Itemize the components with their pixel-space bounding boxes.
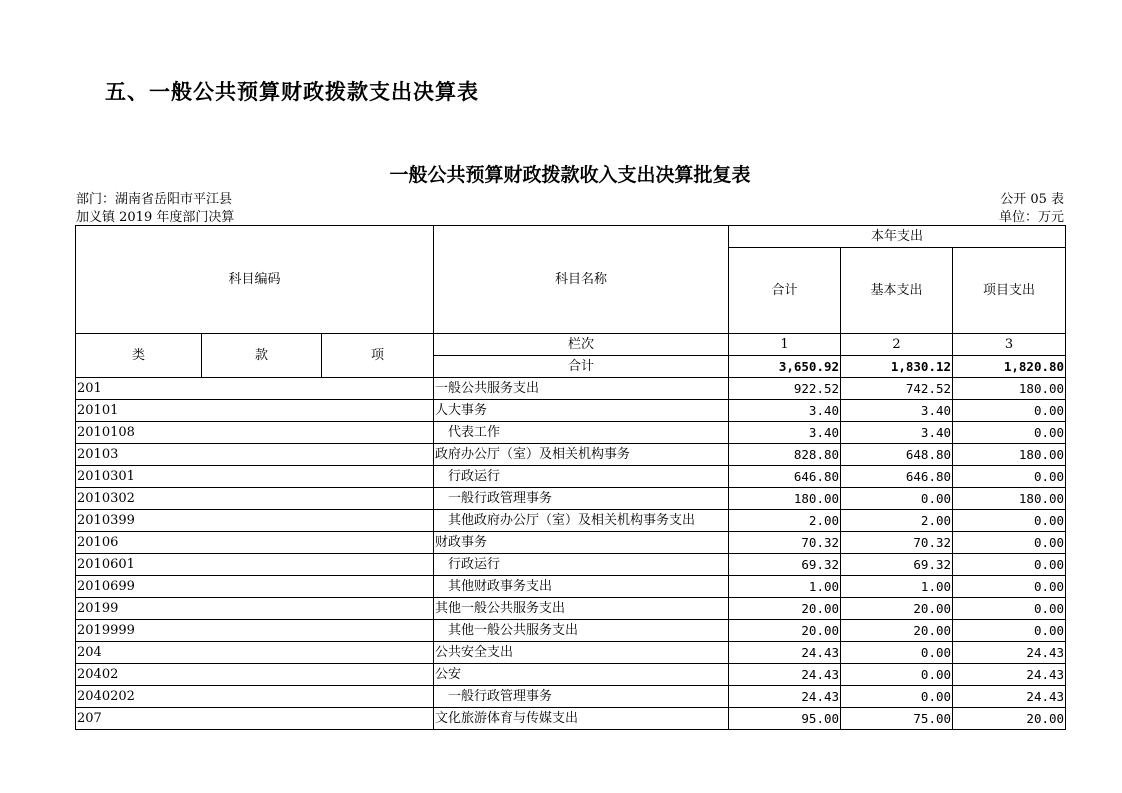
row-project: 0.00	[953, 510, 1066, 532]
row-total: 922.52	[729, 378, 841, 400]
row-basic: 1.00	[841, 576, 953, 598]
row-code: 201	[76, 378, 434, 400]
sum-basic: 1,830.12	[841, 356, 953, 378]
header-project: 项目支出	[953, 248, 1066, 334]
row-project: 24.43	[953, 642, 1066, 664]
table-row	[76, 576, 1066, 598]
row-project: 20.00	[953, 708, 1066, 730]
row-code: 2010399	[76, 510, 434, 532]
expenditure-table	[75, 225, 1066, 730]
header-xiang: 项	[322, 334, 434, 378]
row-total: 24.43	[729, 664, 841, 686]
department-label: 部门：湖南省岳阳市平江县	[76, 192, 233, 207]
column-number-2: 2	[841, 334, 953, 356]
row-basic: 0.00	[841, 642, 953, 664]
row-code: 20101	[76, 400, 434, 422]
header-code: 科目编码	[76, 226, 434, 334]
row-name: 一般行政管理事务	[434, 488, 729, 510]
row-basic: 742.52	[841, 378, 953, 400]
row-name: 一般公共服务支出	[434, 378, 729, 400]
row-code: 2010301	[76, 466, 434, 488]
row-basic: 75.00	[841, 708, 953, 730]
row-basic: 0.00	[841, 488, 953, 510]
table-row	[76, 510, 1066, 532]
table-row	[76, 532, 1066, 554]
row-name: 其他财政事务支出	[434, 576, 729, 598]
row-basic: 0.00	[841, 686, 953, 708]
column-number-3: 3	[953, 334, 1066, 356]
row-name: 政府办公厅（室）及相关机构事务	[434, 444, 729, 466]
unit-label: 单位：万元	[998, 210, 1064, 225]
row-project: 0.00	[953, 400, 1066, 422]
header-name: 科目名称	[434, 226, 729, 334]
row-project: 0.00	[953, 554, 1066, 576]
row-name: 文化旅游体育与传媒支出	[434, 708, 729, 730]
row-code: 2010108	[76, 422, 434, 444]
table-row	[76, 554, 1066, 576]
table-row	[76, 686, 1066, 708]
row-code: 20106	[76, 532, 434, 554]
row-total: 828.80	[729, 444, 841, 466]
row-name: 其他一般公共服务支出	[434, 598, 729, 620]
row-code: 2019999	[76, 620, 434, 642]
row-code: 2010601	[76, 554, 434, 576]
table-row	[76, 488, 1066, 510]
row-basic: 20.00	[841, 620, 953, 642]
row-project: 0.00	[953, 466, 1066, 488]
table-row	[76, 664, 1066, 686]
row-basic: 0.00	[841, 664, 953, 686]
row-name: 公安	[434, 664, 729, 686]
row-name: 财政事务	[434, 532, 729, 554]
row-name: 一般行政管理事务	[434, 686, 729, 708]
row-project: 0.00	[953, 576, 1066, 598]
row-code: 2040202	[76, 686, 434, 708]
row-name: 行政运行	[434, 554, 729, 576]
row-project: 180.00	[953, 378, 1066, 400]
row-name: 公共安全支出	[434, 642, 729, 664]
row-project: 0.00	[953, 532, 1066, 554]
row-total: 69.32	[729, 554, 841, 576]
row-total: 3.40	[729, 400, 841, 422]
row-code: 20199	[76, 598, 434, 620]
row-basic: 3.40	[841, 400, 953, 422]
row-code: 207	[76, 708, 434, 730]
row-total: 70.32	[729, 532, 841, 554]
row-basic: 3.40	[841, 422, 953, 444]
header-current-year: 本年支出	[729, 226, 1066, 248]
table-row	[76, 642, 1066, 664]
row-total: 2.00	[729, 510, 841, 532]
header-lei: 类	[76, 334, 202, 378]
table-row	[76, 598, 1066, 620]
column-number-1: 1	[729, 334, 841, 356]
header-basic: 基本支出	[841, 248, 953, 334]
report-subtitle: 加义镇 2019 年度部门决算	[76, 210, 235, 225]
row-basic: 648.80	[841, 444, 953, 466]
row-basic: 20.00	[841, 598, 953, 620]
row-project: 24.43	[953, 686, 1066, 708]
row-project: 180.00	[953, 488, 1066, 510]
row-name: 其他政府办公厅（室）及相关机构事务支出	[434, 510, 729, 532]
row-total: 24.43	[729, 686, 841, 708]
row-code: 20402	[76, 664, 434, 686]
row-project: 0.00	[953, 598, 1066, 620]
table-row	[76, 708, 1066, 730]
row-basic: 69.32	[841, 554, 953, 576]
table-row	[76, 466, 1066, 488]
table-row	[76, 620, 1066, 642]
row-code: 20103	[76, 444, 434, 466]
table-title: 一般公共预算财政拨款收入支出决算批复表	[389, 164, 751, 186]
header-kuan: 款	[202, 334, 322, 378]
row-name: 其他一般公共服务支出	[434, 620, 729, 642]
row-total: 95.00	[729, 708, 841, 730]
table-row	[76, 422, 1066, 444]
row-total: 24.43	[729, 642, 841, 664]
header-lanci: 栏次	[434, 334, 729, 356]
table-row	[76, 444, 1066, 466]
row-basic: 646.80	[841, 466, 953, 488]
row-name: 行政运行	[434, 466, 729, 488]
row-basic: 2.00	[841, 510, 953, 532]
row-total: 20.00	[729, 598, 841, 620]
row-basic: 70.32	[841, 532, 953, 554]
header-total: 合计	[729, 248, 841, 334]
row-name: 人大事务	[434, 400, 729, 422]
row-total: 20.00	[729, 620, 841, 642]
table-row	[76, 378, 1066, 400]
row-code: 204	[76, 642, 434, 664]
row-project: 180.00	[953, 444, 1066, 466]
row-code: 2010302	[76, 488, 434, 510]
form-number: 公开 05 表	[1000, 192, 1064, 207]
row-name: 代表工作	[434, 422, 729, 444]
row-project: 0.00	[953, 620, 1066, 642]
row-code: 2010699	[76, 576, 434, 598]
row-total: 180.00	[729, 488, 841, 510]
sum-label: 合计	[434, 356, 729, 378]
row-total: 3.40	[729, 422, 841, 444]
row-total: 646.80	[729, 466, 841, 488]
section-title: 五、一般公共预算财政拨款支出决算表	[105, 80, 479, 104]
table-row	[76, 400, 1066, 422]
sum-total: 3,650.92	[729, 356, 841, 378]
row-project: 0.00	[953, 422, 1066, 444]
row-project: 24.43	[953, 664, 1066, 686]
sum-project: 1,820.80	[953, 356, 1066, 378]
row-total: 1.00	[729, 576, 841, 598]
